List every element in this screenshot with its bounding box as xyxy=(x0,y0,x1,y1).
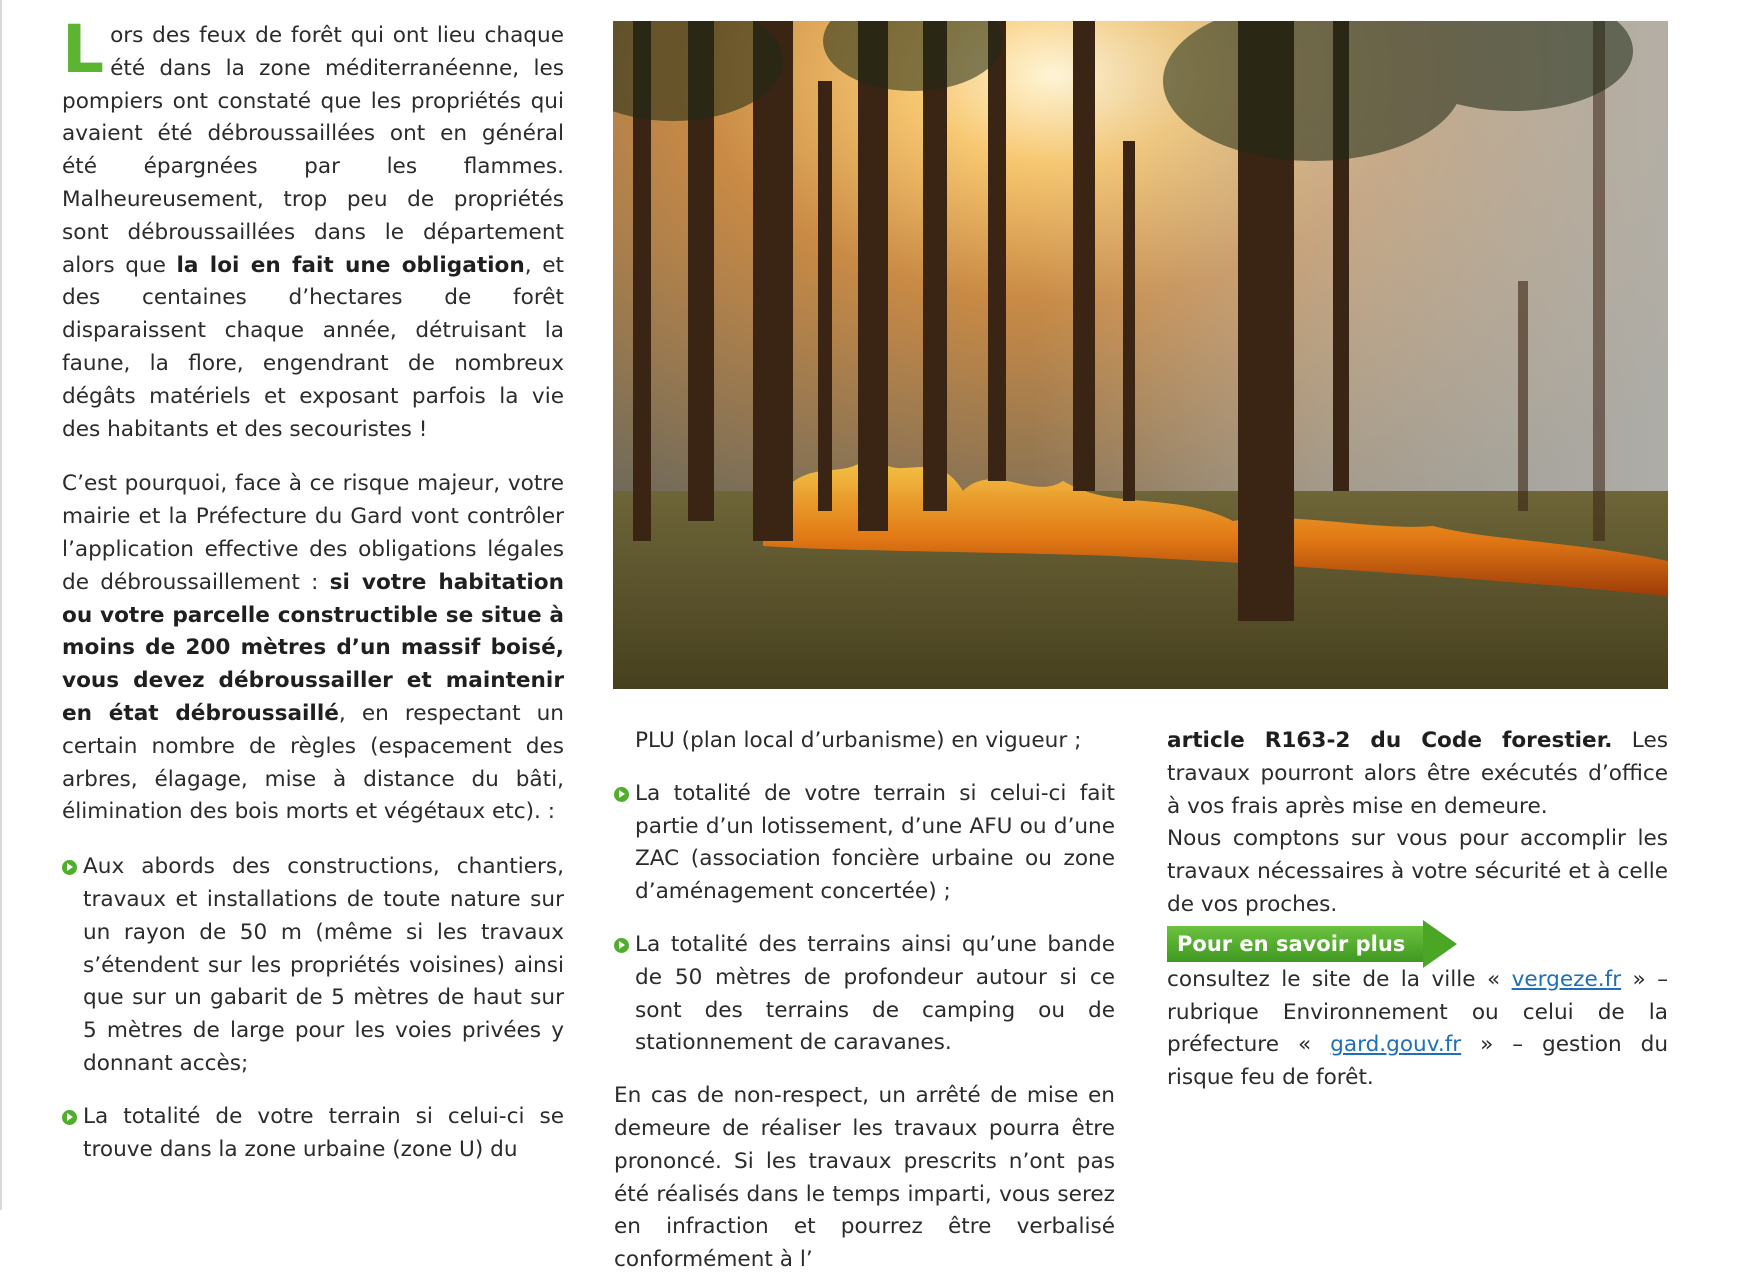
bullet-arrow-icon xyxy=(614,938,629,953)
forest-fire-photo xyxy=(613,21,1668,689)
list-item-continued: PLU (plan local d’urbanisme) en vigueur ; xyxy=(635,728,1082,753)
more-info-paragraph: consultez le site de la ville « vergeze.fr » – rubrique Environnement ou celui de la préfecture « gard.gouv.fr » – gestion du risque feu de forêt. xyxy=(1167,966,1669,1091)
list-item: La totalité des terrains ainsi qu’une bande de 50 mètres de profondeur autour si ce sont des terrains de camping ou de stationnement de caravanes. xyxy=(614,929,1115,1060)
bullet-arrow-icon xyxy=(62,1110,77,1125)
closing-paragraph: Nous comptons sur vous pour accomplir les travaux nécessaires à votre sécurité et à celle de vos proches. xyxy=(1167,826,1668,917)
legal-obligation-emphasis: la loi en fait une obligation xyxy=(176,252,525,278)
vergeze-link[interactable]: vergeze.fr xyxy=(1511,966,1622,992)
penalty-paragraph-continued: article R163-2 du Code forestier. Les travaux pourront alors être exécutés d’office à vos frais après mise en demeure. xyxy=(1167,728,1668,819)
bullet-arrow-icon xyxy=(614,787,629,802)
penalty-paragraph: En cas de non-respect, un arrêté de mise en demeure de réaliser les travaux pourra être prononcé. Si les travaux prescrits n’ont pas été réalisés dans le temps imparti, vous serez en infraction et pourrez être verbalisé conformément à l’ xyxy=(614,1083,1115,1273)
article-column-3 xyxy=(1167,725,1668,1095)
intro-paragraph: Lors des feux de forêt qui ont lieu chaque été dans la zone méditerranéenne, les pompiers ont constaté que les propriétés qui avaient été débroussaillées ont en général été épargnées par les flammes. Malheureusement, trop peu de propriétés sont débroussaillées dans le département alors que la loi en fait une obligation, et des centaines d’hectares de forêt disparaissent chaque année, détruisant la faune, la flore, engendrant de nombreux dégâts matériels et exposant parfois la vie des habitants et des secouristes ! xyxy=(62,11,565,442)
obligation-emphasis: si votre habitation ou votre parcelle constructible se situe à moins de 200 mètres d’un massif boisé, vous devez débroussailler et maintenir en état débroussaillé xyxy=(62,569,564,726)
more-info-button[interactable]: Pour en savoir plus xyxy=(1167,926,1423,962)
bullet-arrow-icon xyxy=(62,860,77,875)
code-forestier-reference: article R163-2 du Code forestier. xyxy=(1167,728,1613,753)
list-item: La totalité de votre terrain si celui-ci se trouve dans la zone urbaine (zone U) du xyxy=(62,1101,564,1167)
article-column-2 xyxy=(614,725,1115,1277)
gard-gouv-link[interactable]: gard.gouv.fr xyxy=(1330,1032,1462,1058)
list-item: Aux abords des constructions, chantiers, travaux et installations de toute nature sur un rayon de 50 m (même si les travaux s’étendent sur les propriétés voisines) ainsi que sur un gabarit de 5 mètres de haut sur 5 mètres de large pour les voies privées y donnant accès; xyxy=(62,851,564,1081)
obligation-paragraph: C’est pourquoi, face à ce risque majeur, votre mairie et la Préfecture du Gard vont contrôler l’application effective des obligations légales de débroussaillement : si votre habitation ou votre parcelle constructible se situe à moins de 200 mètres d’un massif boisé, vous devez débroussailler et maintenir en état débroussaillé, en respectant un certain nombre de règles (espacement des arbres, élagage, mise à distance du bâti, élimination des bois morts et végétaux etc). : xyxy=(62,471,564,825)
list-item: La totalité de votre terrain si celui-ci fait partie d’un lotissement, d’une AFU ou d’une ZAC (association foncière urbaine ou zone d’aménagement concertée) ; xyxy=(614,778,1115,909)
article-column-1 xyxy=(62,11,565,1186)
page-edge-line xyxy=(0,0,2,1210)
drop-cap: L xyxy=(62,11,105,88)
